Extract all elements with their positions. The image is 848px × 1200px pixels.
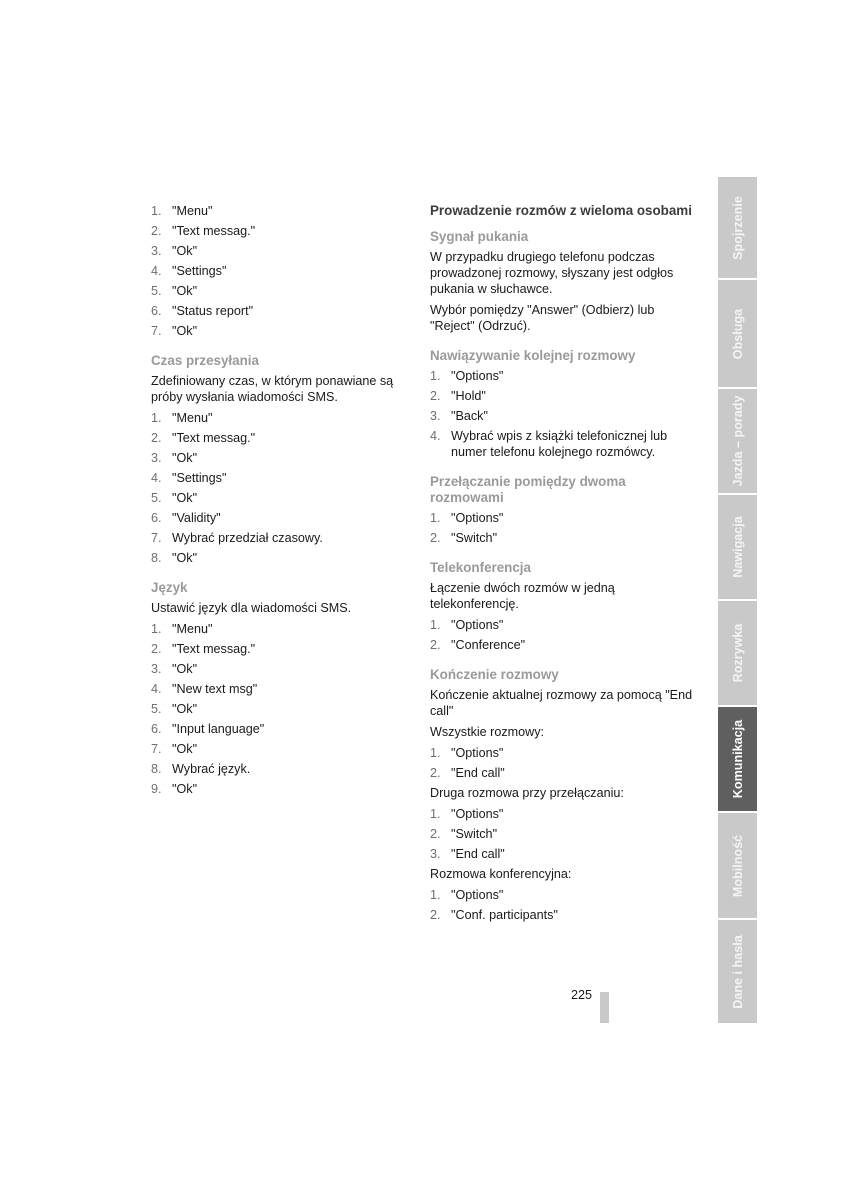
step-number: 2. (151, 431, 162, 445)
validity-steps (151, 410, 401, 566)
section-intro: Kończenie aktualnej rozmowy za pomocą "End call" (430, 688, 693, 718)
list-item (430, 530, 695, 546)
section-paragraph: W przypadku drugiego telefonu podczas prowadzonej rozmowy, słyszany jest odgłos pukania w słuchawce. (430, 250, 674, 296)
step-number: 1. (430, 618, 441, 632)
list-item (430, 408, 695, 424)
list-item (151, 470, 401, 486)
step-text: "Menu" (172, 622, 213, 636)
section-heading: Kończenie rozmowy (430, 667, 559, 682)
list-item (151, 263, 401, 279)
step-text: "Options" (451, 369, 504, 383)
tab-nawigacja[interactable] (718, 495, 757, 599)
step-number: 5. (151, 284, 162, 298)
step-number: 6. (151, 511, 162, 525)
tab-label: Mobilność (730, 834, 745, 897)
main-heading: Prowadzenie rozmów z wieloma osobami (430, 203, 692, 218)
step-number: 3. (151, 662, 162, 676)
step-number: 2. (430, 766, 441, 780)
step-number: 1. (151, 622, 162, 636)
list-item (151, 761, 401, 777)
step-number: 9. (151, 782, 162, 796)
tab-label: Dane i hasła (730, 934, 745, 1009)
step-number: 1. (151, 204, 162, 218)
step-number: 2. (430, 827, 441, 841)
step-text: "Ok" (172, 662, 198, 676)
end-all-steps (430, 745, 695, 781)
tab-spojrzenie[interactable] (718, 177, 757, 278)
step-number: 1. (430, 888, 441, 902)
step-number: 4. (151, 682, 162, 696)
tab-dane-i-hasla[interactable] (718, 920, 757, 1023)
subsection-label: Rozmowa konferencyjna: (430, 867, 572, 881)
step-number: 7. (151, 742, 162, 756)
list-item (151, 681, 401, 697)
step-number: 6. (151, 304, 162, 318)
step-number: 4. (151, 264, 162, 278)
list-item (430, 907, 695, 923)
step-text: "Ok" (172, 324, 198, 338)
tab-label: Rozrywka (730, 623, 745, 683)
section-heading: Nawiązywanie kolejnej rozmowy (430, 348, 636, 363)
language-steps (151, 621, 401, 797)
section-intro: Łączenie dwóch rozmów w jedną telekonferencję. (430, 581, 615, 611)
section-intro: Zdefiniowany czas, w którym ponawiane są próby wysłania wiadomości SMS. (151, 374, 394, 404)
end-second-steps (430, 806, 695, 862)
list-item (151, 303, 401, 319)
list-item (430, 806, 695, 822)
step-number: 7. (151, 324, 162, 338)
list-item (151, 741, 401, 757)
step-number: 3. (430, 409, 441, 423)
step-number: 1. (430, 369, 441, 383)
section-heading: Telekonferencja (430, 560, 531, 575)
conference-steps (430, 617, 695, 653)
step-number: 2. (151, 224, 162, 238)
step-number: 6. (151, 722, 162, 736)
step-number: 4. (151, 471, 162, 485)
list-item (430, 368, 695, 384)
step-number: 1. (151, 411, 162, 425)
step-text: "Ok" (172, 551, 198, 565)
list-item (151, 283, 401, 299)
step-text: "Input language" (172, 722, 265, 736)
tab-jazda-porady[interactable] (718, 389, 757, 493)
list-item (430, 745, 695, 761)
tab-mobilnosc[interactable] (718, 813, 757, 918)
list-item (430, 388, 695, 404)
subsection-label: Druga rozmowa przy przełączaniu: (430, 786, 624, 800)
step-text: "Settings" (172, 264, 227, 278)
step-text: "Ok" (172, 782, 198, 796)
step-text: "Conf. participants" (451, 908, 558, 922)
step-text: Wybrać wpis z książki telefonicznej lub numer telefonu kolejnego rozmówcy. (451, 429, 668, 459)
section-heading: Język (151, 580, 188, 595)
step-number: 2. (430, 531, 441, 545)
step-text: "End call" (451, 847, 505, 861)
list-item (430, 617, 695, 633)
left-column (151, 203, 401, 801)
page-number: 225 (571, 988, 593, 1002)
tab-label: Spojrzenie (730, 195, 745, 260)
step-text: "Ok" (172, 742, 198, 756)
step-text: "Switch" (451, 827, 498, 841)
step-number: 2. (430, 638, 441, 652)
hold-steps (430, 368, 695, 460)
step-text: "New text msg" (172, 682, 258, 696)
step-number: 4. (430, 429, 441, 443)
list-item (151, 243, 401, 259)
list-item (151, 323, 401, 339)
step-number: 3. (430, 847, 441, 861)
tab-komunikacja[interactable] (718, 707, 757, 811)
step-text: "Conference" (451, 638, 526, 652)
step-text: "Ok" (172, 451, 198, 465)
section-heading: Przełączanie pomiędzy dwoma rozmowami (430, 474, 626, 505)
list-item (151, 721, 401, 737)
step-text: Wybrać przedział czasowy. (172, 531, 323, 545)
list-item (151, 781, 401, 797)
step-text: "End call" (451, 766, 505, 780)
step-number: 3. (151, 451, 162, 465)
section-heading: Czas przesyłania (151, 353, 259, 368)
step-text: "Switch" (451, 531, 498, 545)
status-report-steps (151, 203, 401, 339)
step-number: 3. (151, 244, 162, 258)
list-item (151, 641, 401, 657)
step-text: "Settings" (172, 471, 227, 485)
tab-label: Komunikacja (730, 719, 745, 799)
step-number: 5. (151, 702, 162, 716)
step-text: Wybrać język. (172, 762, 251, 776)
step-text: "Menu" (172, 204, 213, 218)
list-item (151, 450, 401, 466)
step-text: "Text messag." (172, 224, 256, 238)
list-item (151, 701, 401, 717)
step-number: 1. (430, 511, 441, 525)
step-text: "Text messag." (172, 642, 256, 656)
step-number: 1. (430, 807, 441, 821)
step-number: 2. (430, 389, 441, 403)
step-text: "Text messag." (172, 431, 256, 445)
list-item (151, 490, 401, 506)
step-text: "Ok" (172, 284, 198, 298)
step-text: "Options" (451, 511, 504, 525)
list-item (151, 621, 401, 637)
tab-label: Obsługa (730, 308, 745, 359)
step-text: "Ok" (172, 702, 198, 716)
step-number: 7. (151, 531, 162, 545)
step-number: 8. (151, 762, 162, 776)
section-paragraph: Wybór pomiędzy "Answer" (Odbierz) lub "Reject" (Odrzuć). (430, 303, 655, 333)
list-item (430, 887, 695, 903)
tab-obsluga[interactable] (718, 280, 757, 387)
step-text: "Ok" (172, 491, 198, 505)
tab-label: Jazda – porady (730, 395, 745, 487)
list-item (151, 510, 401, 526)
list-item (151, 410, 401, 426)
step-number: 5. (151, 491, 162, 505)
subsection-label: Wszystkie rozmowy: (430, 725, 545, 739)
list-item (151, 223, 401, 239)
step-text: "Hold" (451, 389, 486, 403)
page-number-bar (600, 992, 609, 1023)
step-number: 2. (430, 908, 441, 922)
step-text: "Menu" (172, 411, 213, 425)
step-number: 2. (151, 642, 162, 656)
step-text: "Ok" (172, 244, 198, 258)
switch-steps (430, 510, 695, 546)
step-text: "Back" (451, 409, 488, 423)
list-item (430, 826, 695, 842)
tab-rozrywka[interactable] (718, 601, 757, 705)
list-item (151, 203, 401, 219)
tab-label: Nawigacja (730, 516, 745, 578)
list-item (151, 430, 401, 446)
list-item (151, 661, 401, 677)
section-intro: Ustawić język dla wiadomości SMS. (151, 601, 352, 615)
end-conference-steps (430, 887, 695, 923)
step-text: "Options" (451, 618, 504, 632)
step-text: "Options" (451, 807, 504, 821)
step-text: "Options" (451, 746, 504, 760)
list-item (430, 510, 695, 526)
list-item (430, 637, 695, 653)
list-item (151, 550, 401, 566)
list-item (430, 428, 695, 460)
step-number: 8. (151, 551, 162, 565)
step-number: 1. (430, 746, 441, 760)
step-text: "Validity" (172, 511, 221, 525)
step-text: "Status report" (172, 304, 254, 318)
list-item (430, 765, 695, 781)
section-heading: Sygnał pukania (430, 229, 529, 244)
list-item (151, 530, 401, 546)
list-item (430, 846, 695, 862)
step-text: "Options" (451, 888, 504, 902)
right-column (430, 203, 695, 927)
